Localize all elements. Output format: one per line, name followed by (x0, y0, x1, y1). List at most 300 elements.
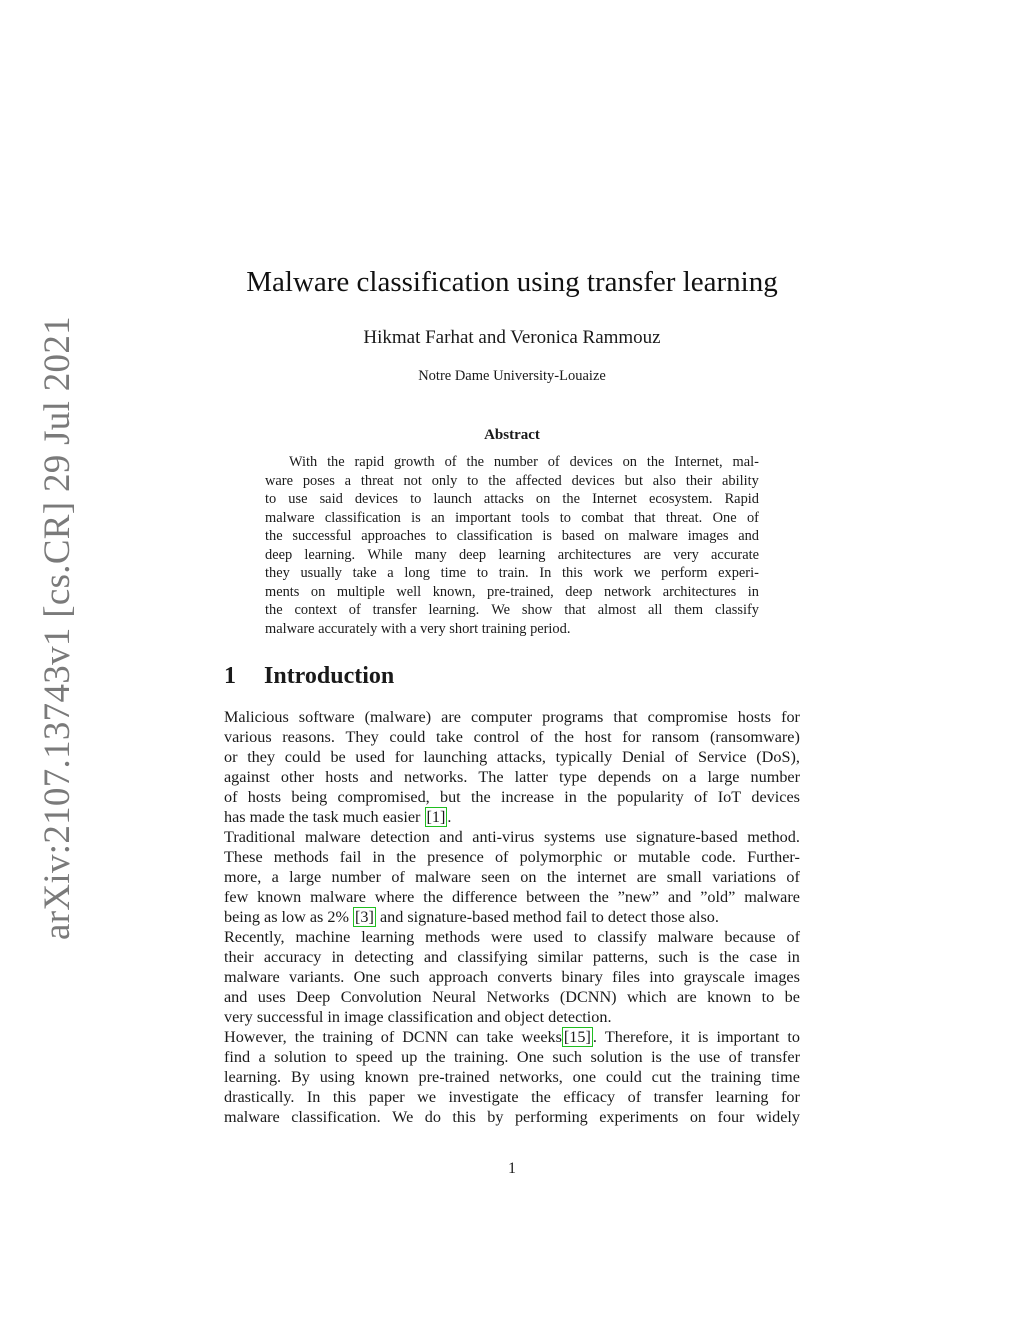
word: ”new” (617, 888, 660, 906)
word: the (531, 1088, 551, 1106)
word: malware (744, 888, 800, 906)
word: classification. (291, 1108, 381, 1126)
word: for (622, 728, 642, 746)
word: internet (576, 868, 627, 886)
word: of (494, 848, 509, 866)
word: the (719, 948, 740, 966)
word: to (435, 528, 447, 544)
word: context (294, 602, 337, 618)
body-line (224, 827, 800, 847)
word: compromised, (337, 788, 430, 806)
word: a (387, 565, 394, 581)
word: to (573, 928, 587, 946)
word: train. (498, 565, 529, 581)
word: important (716, 1028, 780, 1046)
citation-link[interactable]: [3] (355, 908, 374, 926)
word: training (481, 620, 527, 637)
word: were (490, 928, 523, 946)
word: which (626, 988, 667, 1006)
word: of (547, 454, 560, 470)
word: few (224, 888, 249, 906)
word: threat. (665, 509, 703, 526)
word: difference (451, 888, 518, 906)
word: classification (324, 509, 401, 526)
word: that (613, 708, 638, 726)
word: against (224, 768, 270, 786)
word: transfer (653, 1088, 703, 1106)
word: classifying (457, 948, 528, 966)
word: detection (370, 828, 430, 846)
word: and (224, 988, 248, 1006)
word: their (224, 948, 254, 966)
word: method. (747, 828, 800, 846)
word: presence (427, 848, 484, 866)
word: experiments (599, 1108, 679, 1126)
word: training (710, 1068, 762, 1086)
word: on (535, 491, 551, 507)
word: poses (302, 472, 335, 489)
body-line (224, 907, 800, 927)
word: [1] . (426, 808, 452, 826)
word: Networks (486, 988, 550, 1006)
word: where (374, 888, 415, 906)
word: the (466, 454, 485, 470)
word: take (486, 1028, 514, 1046)
word: made (249, 808, 285, 826)
word: malware (265, 509, 315, 526)
word: depends (597, 768, 651, 786)
word: While (367, 546, 403, 563)
word: architectures (662, 583, 737, 600)
word: converts (497, 968, 553, 986)
word: the (587, 788, 607, 806)
word: Internet (592, 491, 637, 507)
body-line (224, 767, 800, 787)
word: almost (597, 602, 637, 618)
word: to (559, 509, 571, 526)
abstract-heading: Abstract (484, 427, 540, 443)
body-line (224, 867, 800, 887)
word: on (520, 868, 537, 886)
abstract-line (265, 453, 759, 472)
word: anti-virus (472, 828, 535, 846)
word: are (441, 708, 461, 726)
word: could (605, 1068, 642, 1086)
word: weeks [15] . (521, 1028, 597, 1046)
word: ware (265, 472, 293, 489)
word: a (258, 1048, 266, 1066)
word: find (224, 1048, 251, 1066)
word: efficacy (563, 1088, 616, 1106)
word: rapid (354, 454, 385, 470)
word: the (546, 868, 567, 886)
word: malware (224, 1108, 280, 1126)
word: machine (295, 928, 351, 946)
word: in (327, 1008, 340, 1026)
word: fail (565, 908, 588, 926)
word: known (257, 888, 302, 906)
word: as (264, 908, 278, 926)
word: ability (722, 472, 759, 489)
word: the (327, 454, 345, 470)
word: Convolution (340, 988, 422, 1006)
word: such (552, 1048, 582, 1066)
word: variations (712, 868, 777, 886)
word: We (491, 602, 511, 618)
section-number: 1 (224, 663, 236, 689)
word: (ransomware) (709, 728, 800, 746)
word: classification (387, 1008, 474, 1026)
word: a (344, 472, 352, 489)
word: One (712, 509, 737, 526)
word: used (533, 928, 563, 946)
word: devices (354, 491, 399, 507)
word: launch (433, 491, 472, 507)
word: on (622, 454, 637, 470)
citation-link[interactable]: [1] (426, 808, 446, 826)
word: low (281, 908, 306, 926)
word: because (724, 928, 776, 946)
word: pre-trained (418, 1068, 490, 1086)
word: the (589, 888, 609, 906)
word: up (401, 1048, 418, 1066)
word: can (456, 1028, 479, 1046)
word: devices (751, 788, 800, 806)
word: One (353, 968, 381, 986)
word: the (265, 528, 283, 544)
word: of (391, 868, 405, 886)
word: for (781, 708, 800, 726)
word: based (561, 528, 595, 544)
word: computer (470, 708, 533, 726)
word: malware (304, 828, 361, 846)
word: the (646, 454, 665, 470)
word: four (717, 1108, 745, 1126)
word: the (670, 1048, 691, 1066)
word: in (331, 948, 345, 966)
word: similar (537, 948, 583, 966)
word: performing (514, 1108, 588, 1126)
word: and (439, 828, 463, 846)
word: malware (310, 888, 366, 906)
word: is (651, 1048, 662, 1066)
word: has (224, 808, 246, 826)
word: being (224, 908, 260, 926)
word: solution (590, 1048, 643, 1066)
word: signature-based (636, 828, 738, 846)
word: approaches (361, 528, 426, 544)
word: tools (521, 509, 550, 526)
word: These (224, 848, 263, 866)
word: drastically. (224, 1088, 295, 1106)
word: detect (607, 908, 647, 926)
word: Recently, (224, 928, 285, 946)
word: known (364, 1068, 409, 1086)
word: deep (458, 546, 487, 563)
word: the (488, 472, 506, 489)
word: on (310, 583, 326, 600)
word: with (380, 620, 407, 637)
body-line (224, 967, 800, 987)
word: to (787, 1028, 800, 1046)
word: attacks, (496, 748, 546, 766)
word: on (689, 1108, 707, 1126)
citation-link[interactable]: [15] (563, 1028, 591, 1046)
word: number (331, 868, 381, 886)
author-affiliation: Notre Dame University-Louaize (418, 368, 606, 384)
word: solution (274, 1048, 327, 1066)
word: a (410, 620, 417, 637)
word: launching (423, 748, 488, 766)
word: very (420, 620, 446, 637)
word: ecosystem. (648, 491, 713, 507)
word: Denial (621, 748, 666, 766)
word: case (749, 948, 778, 966)
word: we (633, 565, 651, 581)
word: accurate (711, 546, 759, 563)
word: image (344, 1008, 384, 1026)
word: patterns, (592, 948, 649, 966)
word: With (289, 454, 318, 470)
word: transfer (750, 1048, 800, 1066)
word: large (289, 868, 322, 886)
page-number: 1 (508, 1160, 516, 1177)
body-line (224, 747, 800, 767)
word: be (784, 988, 800, 1006)
word: learning (498, 546, 546, 563)
word: the (423, 888, 444, 906)
word: (DCNN) (559, 988, 617, 1006)
word: short (449, 620, 479, 637)
word: do (424, 1108, 441, 1126)
word: the (425, 1048, 446, 1066)
word: Rapid (724, 491, 759, 507)
word: growth (393, 454, 435, 470)
word: learning (361, 928, 415, 946)
word: combat (581, 509, 624, 526)
word: they (265, 565, 290, 581)
word: this (332, 1088, 357, 1106)
word: of (786, 868, 800, 886)
word: and (379, 908, 404, 926)
word: of (694, 788, 708, 806)
word: grayscale (683, 968, 745, 986)
word: but (439, 788, 461, 806)
word: and (423, 948, 448, 966)
word: (DoS), (756, 748, 800, 766)
word: to (334, 1048, 348, 1066)
word: ments (265, 583, 300, 600)
word: are (643, 546, 662, 563)
word: of (674, 748, 689, 766)
body-line (224, 807, 800, 827)
word: use (604, 828, 627, 846)
word: important (455, 509, 512, 526)
word: very (673, 546, 699, 563)
word: use (698, 1048, 721, 1066)
word: of (530, 728, 544, 746)
word: are (636, 868, 657, 886)
word: or (613, 848, 627, 866)
paper-authors: Hikmat Farhat and Veronica Rammouz (363, 327, 661, 348)
word: more, (224, 868, 262, 886)
word: They (345, 728, 379, 746)
word: long (404, 565, 430, 581)
word: ”old” (700, 888, 736, 906)
word: files (612, 968, 640, 986)
word: and (738, 528, 759, 544)
word: classify (597, 928, 647, 946)
word: However, (224, 1028, 287, 1046)
word: successful (256, 1008, 324, 1026)
word: of (380, 1028, 395, 1046)
word: is (697, 1028, 709, 1046)
abstract-line (265, 583, 759, 602)
body-line (224, 927, 800, 947)
body-line (224, 1087, 800, 1107)
word: much (342, 808, 379, 826)
word: malware (628, 528, 678, 544)
abstract-body (265, 453, 759, 638)
word: only (431, 472, 458, 489)
word: usually (300, 565, 343, 581)
word: a (271, 868, 279, 886)
word: Malicious (224, 708, 289, 726)
word: for (394, 748, 414, 766)
word: the (554, 728, 574, 746)
word: all (648, 602, 663, 618)
word: that (633, 509, 656, 526)
word: of (627, 1088, 642, 1106)
word: malware (265, 620, 315, 637)
word: take (352, 565, 377, 581)
word: not (403, 472, 422, 489)
word: an (431, 509, 445, 526)
abstract-line (265, 620, 759, 639)
body-line (224, 847, 800, 867)
word: of (728, 1048, 743, 1066)
word: learning. (224, 1068, 282, 1086)
word: method (513, 908, 562, 926)
word: work (593, 565, 624, 581)
word: various (224, 728, 272, 746)
word: very (224, 1008, 253, 1026)
word: hosts (247, 788, 282, 806)
word: cut (651, 1068, 672, 1086)
word: using (319, 1068, 355, 1086)
word: small (666, 868, 702, 886)
word: systems (543, 828, 596, 846)
word: By (290, 1068, 310, 1086)
word: signature-based (407, 908, 509, 926)
word: is (698, 948, 710, 966)
word: network (604, 583, 652, 600)
word: to (410, 491, 422, 507)
word: latter (514, 768, 548, 786)
word: In (539, 565, 552, 581)
word: affected (515, 472, 562, 489)
word: task (312, 808, 339, 826)
word: type (558, 768, 587, 786)
word: we (417, 1088, 436, 1106)
word: uses (257, 988, 286, 1006)
word: Neural (432, 988, 477, 1006)
word: multiple (336, 583, 385, 600)
word: by (487, 1108, 504, 1126)
word: time (771, 1068, 800, 1086)
word: classify (714, 602, 759, 618)
abstract-line (265, 564, 759, 583)
word: period. (530, 620, 571, 637)
word: increase (500, 788, 555, 806)
word: as (309, 908, 324, 926)
word: software (298, 708, 355, 726)
word: but (624, 472, 643, 489)
word: devices (571, 472, 615, 489)
word: learning. (304, 546, 356, 563)
word: binary (561, 968, 603, 986)
word: between (526, 888, 581, 906)
word: their (685, 472, 713, 489)
word: show (521, 602, 553, 618)
word: of (746, 509, 759, 526)
introduction-body (224, 707, 800, 1127)
word: other (280, 768, 315, 786)
word: Service (698, 748, 747, 766)
word: widely (755, 1108, 800, 1126)
word: (malware) (364, 708, 432, 726)
word: speed (355, 1048, 393, 1066)
word: networks, (499, 1068, 563, 1086)
word: mal- (732, 454, 759, 470)
word: We (392, 1108, 414, 1126)
word: this (452, 1108, 476, 1126)
body-line (224, 987, 800, 1007)
word: typically (555, 748, 613, 766)
abstract-line (265, 509, 759, 528)
word: methods (425, 928, 480, 946)
word: malware (224, 968, 280, 986)
body-line (224, 727, 800, 747)
word: is (542, 528, 552, 544)
word: control (473, 728, 520, 746)
word: to (265, 491, 277, 507)
word: detecting (354, 948, 414, 966)
body-line (224, 1067, 800, 1087)
word: they (247, 748, 276, 766)
word: Further- (747, 848, 800, 866)
word: easier (382, 808, 421, 826)
word: DCNN (402, 1028, 449, 1046)
word: mutable (638, 848, 691, 866)
word: for (780, 1088, 800, 1106)
word: training. (454, 1048, 509, 1066)
word: devices (569, 454, 613, 470)
word: the (681, 1068, 702, 1086)
abstract-line (265, 601, 759, 620)
word: of (786, 928, 800, 946)
word: deep (565, 583, 593, 600)
word: programs (542, 708, 604, 726)
word: Internet, (674, 454, 723, 470)
body-line (224, 947, 800, 967)
section-title: Introduction (264, 663, 395, 689)
word: 2% (327, 908, 349, 926)
word: methods (273, 848, 329, 866)
word: a (689, 768, 697, 786)
word: them (674, 602, 704, 618)
word: such (658, 948, 689, 966)
